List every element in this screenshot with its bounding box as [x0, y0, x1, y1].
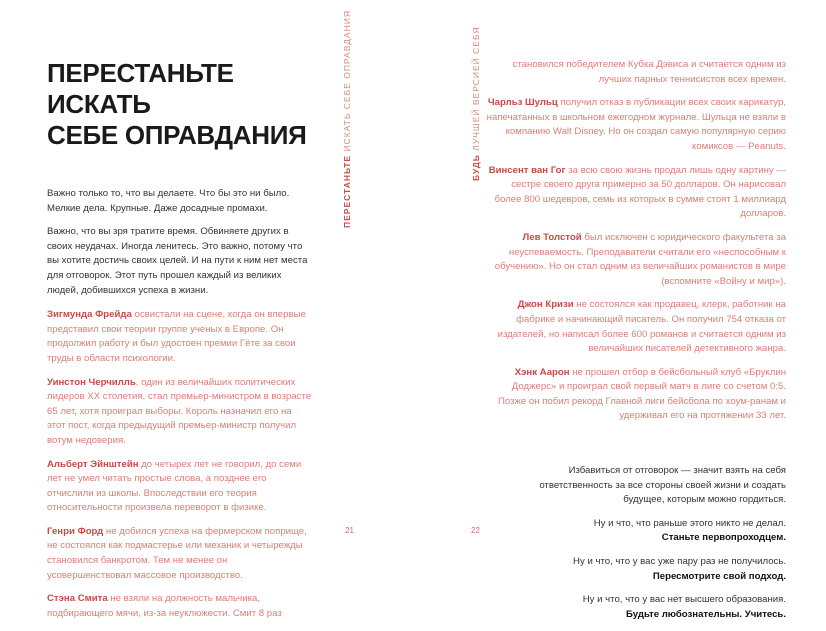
story-text: , один из величайших политических лидеров XX столетия, стал премьер-министром в возрасте 65 лет, хотя проиграл выборы. Король назначил его на этот пост, когда предыдущий премьер-министр получил вотум недоверия. — [47, 376, 312, 446]
story-text: за всю свою жизнь продал лишь одну картину — сестре своего друга примерно за 50 долларов. Он нарисовал более 800 шедевров, семь из которых в сумме стоят 1 миллиард долларов. — [494, 164, 786, 220]
person-name: Винсент ван Гог — [488, 164, 566, 176]
maxim-bold: Будьте любознательны. Учитесь. — [625, 608, 786, 620]
running-head-rest: ЛУЧШЕЙ ВЕРСИЕЙ СЕБЯ — [471, 26, 481, 155]
story-text: был исключен с юридического факультета за неуспеваемость. Преподаватели считали его «неспособным к обучению». Но он стал одним из величайших романистов в мире (вспомните «Войну и мир»). — [494, 231, 786, 287]
left-page — [0, 0, 413, 619]
person-name: Стэна Смита — [47, 593, 108, 605]
right-page — [413, 0, 826, 620]
story-paragraph — [47, 308, 312, 366]
page-number: 22 — [471, 526, 480, 535]
running-head — [342, 10, 352, 228]
chapter-title — [47, 58, 312, 151]
story-paragraph — [486, 164, 786, 222]
title-line-2: СЕБЕ ОПРАВДАНИЯ — [47, 120, 307, 150]
maxim — [486, 593, 786, 622]
title-rest: ИСКАТЬ — [47, 89, 151, 119]
person-name: Уинстон Черчилль — [47, 376, 136, 388]
intro-paragraph: Важно, что вы зря тратите время. Обвиняете других в своих неудачах. Иногда ленитесь. Это важно, потому что вы хотите достичь своих целей. И на пути к ним нет места для отговорок. Этот путь прошел каждый из великих людей, добившихся успеха в жизни. — [47, 226, 308, 296]
maxim-bold: Пересмотрите свой подход. — [652, 570, 786, 582]
story-text: не взяли на должность мальчика, подбирающего мячи, из-за неуклюжести. Смит 8 раз — [47, 593, 282, 619]
maxim — [486, 555, 786, 584]
story-paragraph — [486, 231, 786, 289]
page-number: 21 — [345, 526, 354, 535]
story-text: не прошел отбор в бейсбольный клуб «Бруклин Доджерс» и проиграл свой первый матч в лиге со счетом 0:5. Позже он побил рекорд Главной лиги бейсбола по хоум-ранам и удерживал его на протяжении 33 лет. — [497, 366, 786, 422]
title-bold: ПЕРЕСТАНЬТЕ — [47, 58, 234, 88]
running-head-bold: БУДЬ — [471, 154, 481, 181]
right-text-column — [486, 58, 786, 631]
story-paragraph — [47, 592, 312, 621]
person-name: Лев Толстой — [522, 231, 582, 243]
story-paragraph — [486, 366, 786, 424]
story-paragraph — [486, 298, 786, 356]
story-paragraph — [47, 376, 312, 449]
story-text: до четырех лет не говорил, до семи лет не умел читать простые слова, а позднее его отчислили из школы. Впоследствии его теория относительности произвела переворот в физике. — [47, 458, 302, 514]
story-text: не состоялся как продавец, клерк, работник на фабрике и начинающий писатель. Он получил 754 отказа от издателей, но написал более 600 романов и считается одним из величайших писателей детективного жанра. — [497, 299, 786, 355]
person-name: Чарльз Шульц — [487, 97, 558, 109]
maxim-bold: Станьте первопроходцем. — [661, 532, 786, 544]
story-text: освистали на сцене, когда он впервые представил свои теории группе ученых в Европе. Он продолжил работу и был удостоен премии Гёте за свои труды в области психологии. — [47, 309, 306, 364]
story-paragraph — [47, 525, 312, 583]
conclusion-paragraph: Избавиться от отговорок — значит взять на себя ответственность за все стороны своей жизни и создать будущее, которым можно гордиться. — [539, 465, 786, 506]
person-name: Альберт Эйнштейн — [47, 458, 139, 470]
running-head-bold: ПЕРЕСТАНЬТЕ — [342, 154, 352, 228]
story-paragraph — [486, 96, 786, 154]
story-text: не добился успеха на фермерском поприще, не состоялся как подмастерье или механик и четырежды становился банкротом. Тем не менее он усовершенствовал массовое производство. — [47, 525, 307, 581]
left-text-column — [47, 58, 312, 630]
person-name: Джон Кризи — [517, 299, 574, 311]
maxim-text: Ну и что, что у вас нет высшего образования. — [582, 594, 786, 606]
running-head-rest: ИСКАТЬ СЕБЕ ОПРАВДАНИЯ — [342, 10, 352, 155]
person-name: Зигмунда Фрейда — [47, 309, 132, 321]
running-head — [471, 26, 481, 181]
person-name: Генри Форд — [47, 525, 104, 537]
story-text: получил отказ в публикации всех своих карикатур, напечатанных в школьном ежегодном журнале. Шульца не взяли в компанию Walt Disney. Но он создал самую популярную серию комиксов — Peanuts. — [486, 97, 786, 152]
intro-paragraph: Важно только то, что вы делаете. Что бы это ни было. Мелкие дела. Крупные. Даже досадные промахи. — [47, 188, 290, 214]
maxim-text: Ну и что, что раньше этого никто не делал. — [593, 517, 786, 529]
maxim-text: Ну и что, что у вас уже пару раз не получилось. — [573, 556, 786, 568]
story-paragraph — [47, 458, 312, 516]
story-continuation: становился победителем Кубка Дэвиса и считается одним из лучших парных теннисистов всех времен. — [512, 59, 786, 85]
maxim — [486, 517, 786, 546]
person-name: Хэнк Аарон — [514, 366, 570, 378]
